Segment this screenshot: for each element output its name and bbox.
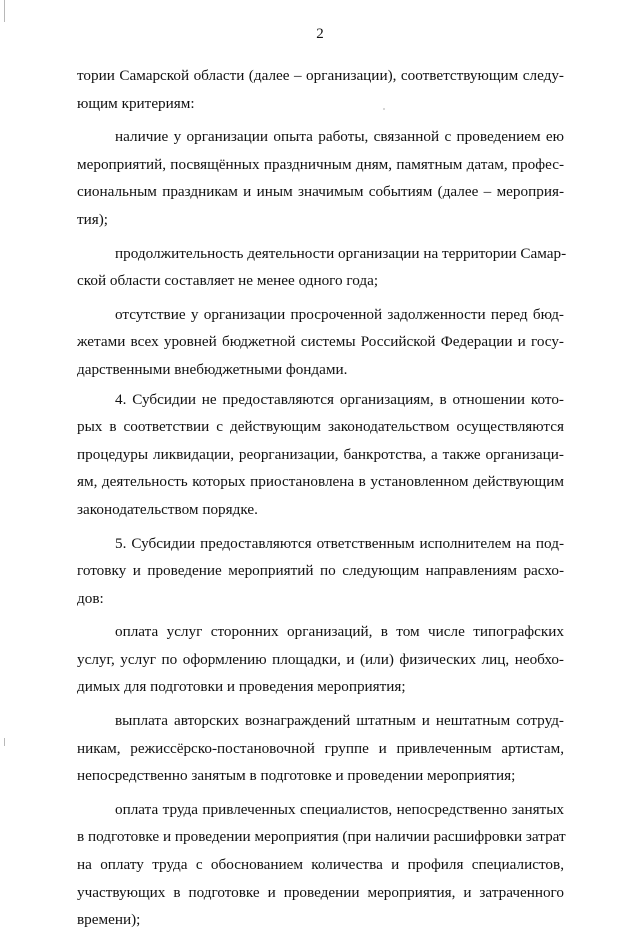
text-line: времени); (77, 911, 141, 929)
text-line: ющим критериям: (77, 94, 195, 112)
text-line: отсутствие у организации просроченной задолженности перед бюд- (115, 305, 564, 323)
text-line: 4. Субсидии не предоставляются организациям, в отношении кото- (115, 390, 564, 408)
text-line: в подготовке и проведении мероприятия (при наличии расшифровки затрат (77, 828, 566, 846)
scan-artifact (4, 738, 5, 746)
text-line: дов: (77, 589, 104, 607)
paragraph-expense-services (77, 618, 564, 701)
text-line: продолжительность деятельности организации на территории Самар- (115, 244, 567, 262)
text-line: оплата труда привлеченных специалистов, непосредственно занятых (115, 800, 564, 818)
text-line: выплата авторских вознаграждений штатным и нештатным сотруд- (115, 712, 564, 730)
text-line: услуг, услуг по оформлению площадки, и (или) физических лиц, необхо- (77, 650, 564, 668)
text-line: оплата услуг сторонних организаций, в том числе типографских (115, 623, 564, 641)
paragraph-clause-4 (77, 386, 564, 524)
text-line: процедуры ликвидации, реорганизации, банкротства, а также организаци- (77, 445, 564, 463)
text-line: законодательством порядке. (77, 500, 258, 518)
text-line: участвующих в подготовке и проведении мероприятия, и затраченного (77, 883, 564, 901)
text-line: жетами всех уровней бюджетной системы Российской Федерации и госу- (77, 333, 564, 351)
text-line: готовку и проведение мероприятий по следующим направлениям расхо- (77, 562, 564, 580)
text-line: рых в соответствии с действующим законодательством осуществляются (77, 418, 564, 436)
paragraph-criterion-debt (77, 301, 564, 384)
text-line: никам, режиссёрско-постановочной группе и привлеченным артистам, (77, 739, 564, 757)
text-line: ской области составляет не менее одного года; (77, 272, 379, 290)
text-line: ям, деятельность которых приостановлена в установленном действующим (77, 473, 564, 491)
scan-speck (383, 108, 385, 110)
paragraph-criterion-experience (77, 123, 564, 233)
text-line: мероприятий, посвящённых праздничным дням, памятным датам, профес- (77, 155, 564, 173)
scan-artifact (4, 0, 5, 22)
text-line: сиональным праздникам и иным значимым событиям (далее – мероприя- (77, 183, 564, 201)
paragraph-expense-royalties (77, 707, 564, 790)
text-line: наличие у организации опыта работы, связанной с проведением ею (115, 128, 564, 146)
paragraph-clause-5 (77, 530, 564, 613)
paragraph-criterion-duration (77, 240, 567, 295)
document-body (77, 62, 567, 934)
paragraph-continuation (77, 62, 564, 117)
text-line: димых для подготовки и проведения мероприятия; (77, 678, 406, 696)
paragraph-expense-labor (77, 796, 564, 934)
text-line: тории Самарской области (далее – организации), соответствующим следу- (77, 67, 564, 84)
text-line: дарственными внебюджетными фондами. (77, 360, 348, 378)
text-line: на оплату труда с обоснованием количества и профиля специалистов, (77, 856, 564, 874)
text-line: непосредственно занятым в подготовке и проведении мероприятия; (77, 767, 516, 785)
page-number: 2 (316, 26, 324, 42)
text-line: 5. Субсидии предоставляются ответственным исполнителем на под- (115, 534, 564, 552)
text-line: тия); (77, 210, 109, 228)
